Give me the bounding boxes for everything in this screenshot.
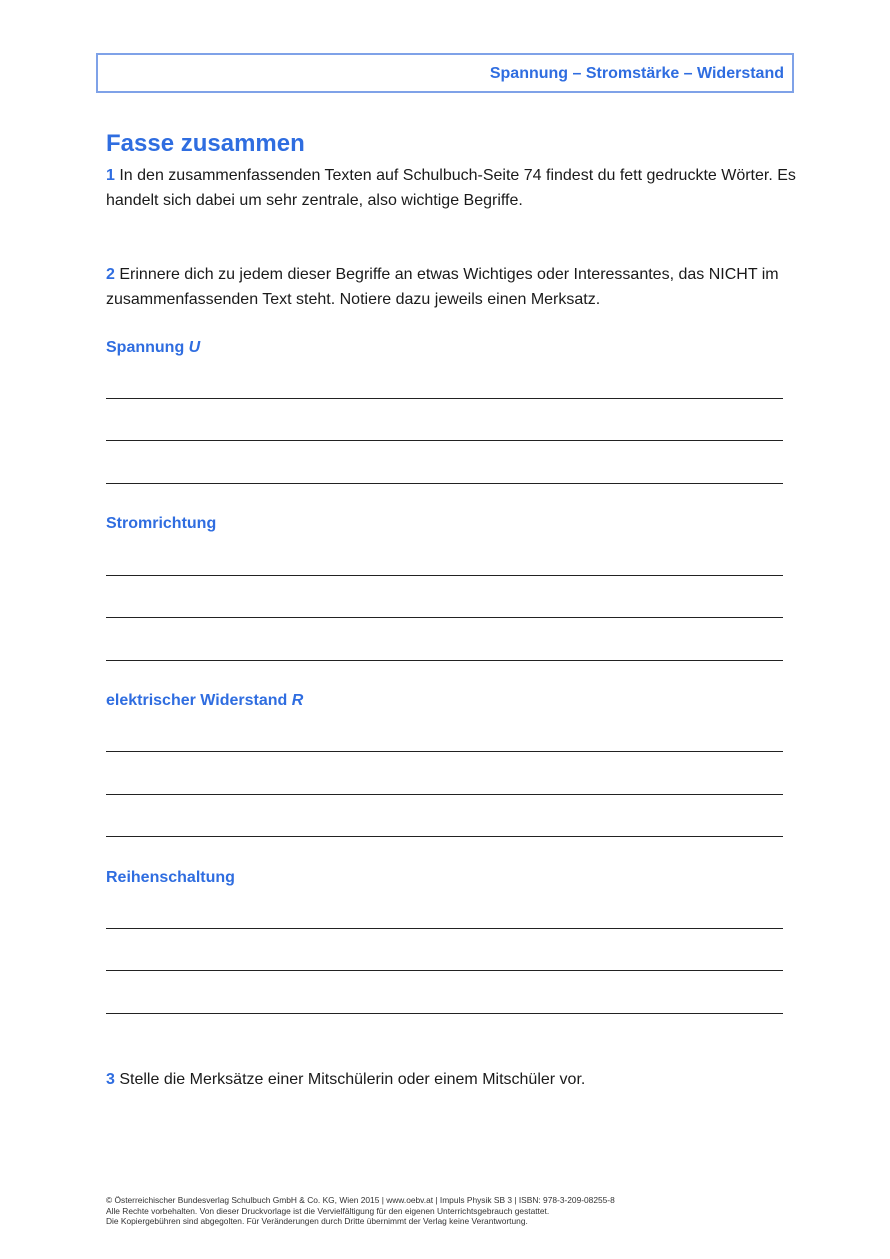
task-1 — [106, 163, 796, 213]
term-heading-spannung — [106, 339, 200, 357]
writing-line[interactable] — [106, 440, 783, 441]
term-label: Spannung — [106, 339, 185, 356]
task-3-number: 3 — [106, 1071, 115, 1088]
term-symbol: R — [291, 692, 304, 709]
term-label: elektrischer Widerstand — [106, 692, 288, 709]
writing-line[interactable] — [106, 1013, 783, 1014]
term-heading-reihenschaltung — [106, 869, 235, 887]
task-1-number: 1 — [106, 167, 115, 184]
footer-line-2: Alle Rechte vorbehalten. Von dieser Druckvorlage ist die Vervielfältigung für den eigenen Unterrichtsgebrauch gestattet. — [106, 1205, 550, 1216]
writing-line[interactable] — [106, 617, 783, 618]
task-3 — [106, 1067, 796, 1092]
task-2-text: Erinnere dich zu jedem dieser Begriffe an etwas Wichtiges oder Interessantes, das NICHT im zusammenfassenden Text steht. Notiere dazu jeweils einen Merksatz. — [106, 266, 779, 308]
term-heading-stromrichtung — [106, 515, 216, 533]
writing-line[interactable] — [106, 794, 783, 795]
writing-line[interactable] — [106, 483, 783, 484]
footer-line-1: © Österreichischer Bundesverlag Schulbuch GmbH & Co. KG, Wien 2015 | www.oebv.at | Impuls Physik SB 3 | ISBN: 978-3-209-08255-8 — [106, 1195, 615, 1205]
term-symbol: U — [188, 339, 201, 356]
term-label: Stromrichtung — [106, 515, 217, 532]
footer — [106, 1195, 615, 1227]
writing-line[interactable] — [106, 836, 783, 837]
footer-line-3: Die Kopiergebühren sind abgegolten. Für Veränderungen durch Dritte übernimmt der Verlag keine Verantwortung. — [106, 1216, 528, 1226]
writing-line[interactable] — [106, 660, 783, 661]
task-2 — [106, 262, 796, 312]
task-3-text: Stelle die Merksätze einer Mitschülerin oder einem Mitschüler vor. — [119, 1071, 586, 1088]
page-title: Fasse zusammen — [106, 130, 305, 157]
task-2-number: 2 — [106, 266, 115, 283]
writing-line[interactable] — [106, 970, 783, 971]
writing-line[interactable] — [106, 575, 783, 576]
writing-line[interactable] — [106, 928, 783, 929]
writing-line[interactable] — [106, 751, 783, 752]
writing-line[interactable] — [106, 398, 783, 399]
header-title: Spannung – Stromstärke – Widerstand — [489, 65, 784, 82]
header-box — [96, 53, 794, 93]
term-heading-widerstand — [106, 692, 303, 710]
task-1-text: In den zusammenfassenden Texten auf Schulbuch-Seite 74 findest du fett gedruckte Wörter. Es handelt sich dabei um sehr zentrale, also wichtige Begriffe. — [106, 167, 796, 209]
term-label: Reihenschaltung — [106, 869, 235, 886]
